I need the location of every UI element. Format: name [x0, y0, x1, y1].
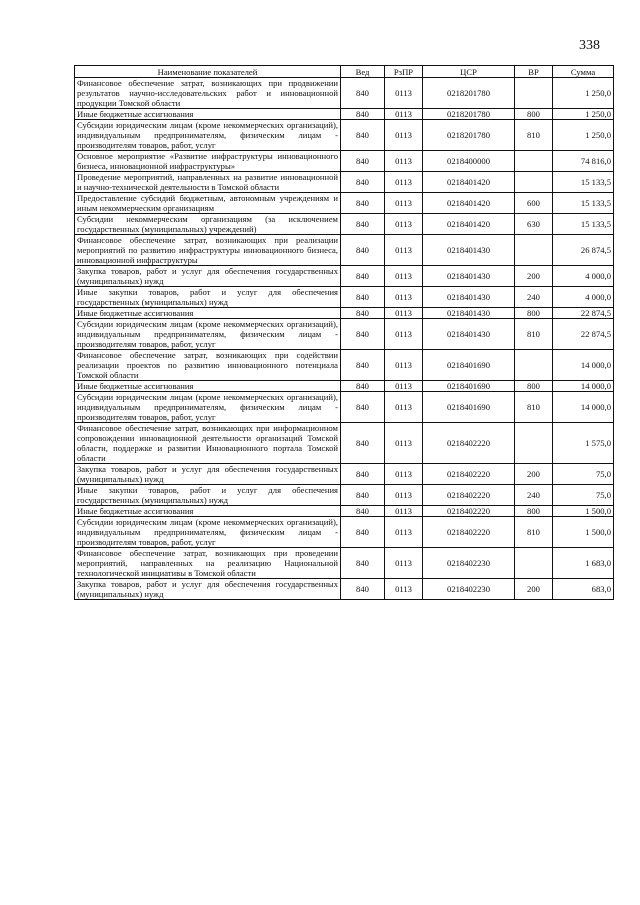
cell-name: Проведение мероприятий, направленных на развитие инновационной и научно-технической деятельности в Томской области [75, 172, 341, 193]
cell-csr: 0218402220 [423, 423, 515, 464]
cell-rzpr: 0113 [385, 392, 423, 423]
cell-sum: 15 133,5 [553, 172, 614, 193]
cell-csr: 0218401420 [423, 193, 515, 214]
cell-vr [515, 548, 553, 579]
cell-ved: 840 [341, 485, 385, 506]
table-row [75, 485, 614, 506]
cell-csr: 0218402230 [423, 579, 515, 600]
header-name: Наименование показателей [75, 66, 341, 78]
cell-name: Предоставление субсидий бюджетным, автономным учреждениям и иным некоммерческим организациям [75, 193, 341, 214]
cell-ved: 840 [341, 78, 385, 109]
cell-vr: 200 [515, 464, 553, 485]
cell-csr: 0218201780 [423, 109, 515, 120]
cell-name: Финансовое обеспечение затрат, возникающих при реализации мероприятий по развитию инфраструктуры инновационного бизнеса, инновационной инфраструктуры [75, 235, 341, 266]
cell-sum: 15 133,5 [553, 193, 614, 214]
cell-csr: 0218401430 [423, 235, 515, 266]
cell-rzpr: 0113 [385, 423, 423, 464]
cell-vr: 810 [515, 392, 553, 423]
cell-ved: 840 [341, 172, 385, 193]
cell-ved: 840 [341, 266, 385, 287]
table-row [75, 235, 614, 266]
cell-ved: 840 [341, 579, 385, 600]
table-row [75, 214, 614, 235]
cell-rzpr: 0113 [385, 517, 423, 548]
cell-ved: 840 [341, 308, 385, 319]
cell-sum: 14 000,0 [553, 350, 614, 381]
cell-vr [515, 423, 553, 464]
cell-csr: 0218401430 [423, 266, 515, 287]
cell-name: Субсидии юридическим лицам (кроме некоммерческих организаций), индивидуальным предпринимателям, физическим лицам - производителям товаров, работ, услуг [75, 319, 341, 350]
cell-csr: 0218401690 [423, 350, 515, 381]
cell-sum: 14 000,0 [553, 392, 614, 423]
cell-vr: 630 [515, 214, 553, 235]
cell-csr: 0218201780 [423, 78, 515, 109]
header-csr: ЦСР [423, 66, 515, 78]
table-row [75, 172, 614, 193]
cell-ved: 840 [341, 287, 385, 308]
cell-sum: 14 000,0 [553, 381, 614, 392]
cell-rzpr: 0113 [385, 319, 423, 350]
cell-sum: 26 874,5 [553, 235, 614, 266]
cell-name: Субсидии юридическим лицам (кроме некоммерческих организаций), индивидуальным предпринимателям, физическим лицам - производителям товаров, работ, услуг [75, 120, 341, 151]
cell-ved: 840 [341, 423, 385, 464]
cell-rzpr: 0113 [385, 78, 423, 109]
cell-csr: 0218402220 [423, 517, 515, 548]
cell-ved: 840 [341, 350, 385, 381]
cell-sum: 1 250,0 [553, 78, 614, 109]
table-row [75, 548, 614, 579]
cell-csr: 0218401420 [423, 214, 515, 235]
cell-vr: 810 [515, 517, 553, 548]
cell-sum: 75,0 [553, 464, 614, 485]
cell-ved: 840 [341, 109, 385, 120]
table-row [75, 423, 614, 464]
cell-sum: 1 683,0 [553, 548, 614, 579]
table-row [75, 506, 614, 517]
table-row [75, 517, 614, 548]
cell-rzpr: 0113 [385, 287, 423, 308]
cell-rzpr: 0113 [385, 579, 423, 600]
cell-ved: 840 [341, 193, 385, 214]
cell-vr [515, 235, 553, 266]
cell-ved: 840 [341, 319, 385, 350]
cell-csr: 0218402230 [423, 548, 515, 579]
table-row [75, 350, 614, 381]
cell-csr: 0218401430 [423, 287, 515, 308]
cell-ved: 840 [341, 517, 385, 548]
cell-rzpr: 0113 [385, 235, 423, 266]
cell-sum: 75,0 [553, 485, 614, 506]
cell-vr: 240 [515, 287, 553, 308]
header-vr: ВР [515, 66, 553, 78]
cell-rzpr: 0113 [385, 172, 423, 193]
table-row [75, 319, 614, 350]
cell-name: Основное мероприятие «Развитие инфраструктуры инновационного бизнеса, инновационной инфраструктуры» [75, 151, 341, 172]
budget-table [74, 65, 614, 600]
cell-vr: 600 [515, 193, 553, 214]
cell-rzpr: 0113 [385, 120, 423, 151]
table-row [75, 78, 614, 109]
cell-csr: 0218401430 [423, 308, 515, 319]
cell-vr: 200 [515, 579, 553, 600]
table-row [75, 151, 614, 172]
cell-rzpr: 0113 [385, 151, 423, 172]
cell-ved: 840 [341, 235, 385, 266]
cell-sum: 4 000,0 [553, 266, 614, 287]
cell-csr: 0218401690 [423, 392, 515, 423]
cell-ved: 840 [341, 214, 385, 235]
table-body [75, 78, 614, 600]
cell-csr: 0218402220 [423, 485, 515, 506]
cell-ved: 840 [341, 381, 385, 392]
cell-vr [515, 350, 553, 381]
cell-sum: 22 874,5 [553, 308, 614, 319]
cell-name: Финансовое обеспечение затрат, возникающих при информационном сопровождении инновационной деятельности организаций Томской области, поддержке и развитии Инновационного портала Томской области [75, 423, 341, 464]
cell-name: Закупка товаров, работ и услуг для обеспечения государственных (муниципальных) нужд [75, 579, 341, 600]
cell-name: Субсидии юридическим лицам (кроме некоммерческих организаций), индивидуальным предпринимателям, физическим лицам - производителям товаров, работ, услуг [75, 392, 341, 423]
cell-rzpr: 0113 [385, 308, 423, 319]
cell-csr: 0218201780 [423, 120, 515, 151]
cell-rzpr: 0113 [385, 464, 423, 485]
cell-csr: 0218401690 [423, 381, 515, 392]
cell-csr: 0218402220 [423, 464, 515, 485]
cell-name: Финансовое обеспечение затрат, возникающих при проведении мероприятий, направленных на реализацию Национальной технологической инициативы в Томской области [75, 548, 341, 579]
table-row [75, 381, 614, 392]
header-rzpr: РзПР [385, 66, 423, 78]
cell-sum: 1 250,0 [553, 120, 614, 151]
cell-ved: 840 [341, 392, 385, 423]
cell-sum: 683,0 [553, 579, 614, 600]
table-header-row [75, 66, 614, 78]
cell-name: Финансовое обеспечение затрат, возникающих при продвижении результатов научно-исследовательских работ и инновационной продукции Томской области [75, 78, 341, 109]
cell-sum: 4 000,0 [553, 287, 614, 308]
cell-vr: 800 [515, 506, 553, 517]
cell-name: Закупка товаров, работ и услуг для обеспечения государственных (муниципальных) нужд [75, 464, 341, 485]
cell-sum: 22 874,5 [553, 319, 614, 350]
cell-vr [515, 151, 553, 172]
table-row [75, 193, 614, 214]
cell-ved: 840 [341, 464, 385, 485]
cell-csr: 0218401430 [423, 319, 515, 350]
cell-sum: 1 575,0 [553, 423, 614, 464]
page-number: 338 [579, 38, 600, 53]
cell-rzpr: 0113 [385, 109, 423, 120]
cell-rzpr: 0113 [385, 350, 423, 381]
cell-vr: 800 [515, 381, 553, 392]
header-ved: Вед [341, 66, 385, 78]
cell-ved: 840 [341, 120, 385, 151]
table-row [75, 579, 614, 600]
table-row [75, 464, 614, 485]
cell-name: Субсидии юридическим лицам (кроме некоммерческих организаций), индивидуальным предпринимателям, физическим лицам - производителям товаров, работ, услуг [75, 517, 341, 548]
cell-vr: 800 [515, 109, 553, 120]
table-row [75, 287, 614, 308]
cell-rzpr: 0113 [385, 485, 423, 506]
table-row [75, 109, 614, 120]
table-row [75, 308, 614, 319]
cell-vr: 800 [515, 308, 553, 319]
table-row [75, 120, 614, 151]
cell-name: Финансовое обеспечение затрат, возникающих при содействии реализации проектов по развитию инновационного потенциала Томской области [75, 350, 341, 381]
cell-name: Иные закупки товаров, работ и услуг для обеспечения государственных (муниципальных) нужд [75, 485, 341, 506]
cell-rzpr: 0113 [385, 214, 423, 235]
cell-vr: 810 [515, 120, 553, 151]
cell-rzpr: 0113 [385, 381, 423, 392]
cell-name: Субсидии некоммерческим организациям (за исключением государственных (муниципальных) учреждений) [75, 214, 341, 235]
cell-rzpr: 0113 [385, 266, 423, 287]
cell-rzpr: 0113 [385, 548, 423, 579]
header-sum: Сумма [553, 66, 614, 78]
cell-vr [515, 172, 553, 193]
cell-name: Иные бюджетные ассигнования [75, 381, 341, 392]
cell-rzpr: 0113 [385, 193, 423, 214]
cell-ved: 840 [341, 151, 385, 172]
cell-rzpr: 0113 [385, 506, 423, 517]
cell-vr: 810 [515, 319, 553, 350]
cell-sum: 15 133,5 [553, 214, 614, 235]
cell-vr: 200 [515, 266, 553, 287]
cell-csr: 0218400000 [423, 151, 515, 172]
cell-name: Закупка товаров, работ и услуг для обеспечения государственных (муниципальных) нужд [75, 266, 341, 287]
cell-vr: 240 [515, 485, 553, 506]
cell-ved: 840 [341, 506, 385, 517]
cell-name: Иные бюджетные ассигнования [75, 109, 341, 120]
cell-sum: 1 500,0 [553, 517, 614, 548]
cell-csr: 0218401420 [423, 172, 515, 193]
cell-sum: 1 250,0 [553, 109, 614, 120]
table-row [75, 392, 614, 423]
cell-sum: 74 816,0 [553, 151, 614, 172]
cell-ved: 840 [341, 548, 385, 579]
table-row [75, 266, 614, 287]
cell-name: Иные бюджетные ассигнования [75, 308, 341, 319]
cell-name: Иные бюджетные ассигнования [75, 506, 341, 517]
cell-sum: 1 500,0 [553, 506, 614, 517]
cell-name: Иные закупки товаров, работ и услуг для обеспечения государственных (муниципальных) нужд [75, 287, 341, 308]
cell-csr: 0218402220 [423, 506, 515, 517]
cell-vr [515, 78, 553, 109]
